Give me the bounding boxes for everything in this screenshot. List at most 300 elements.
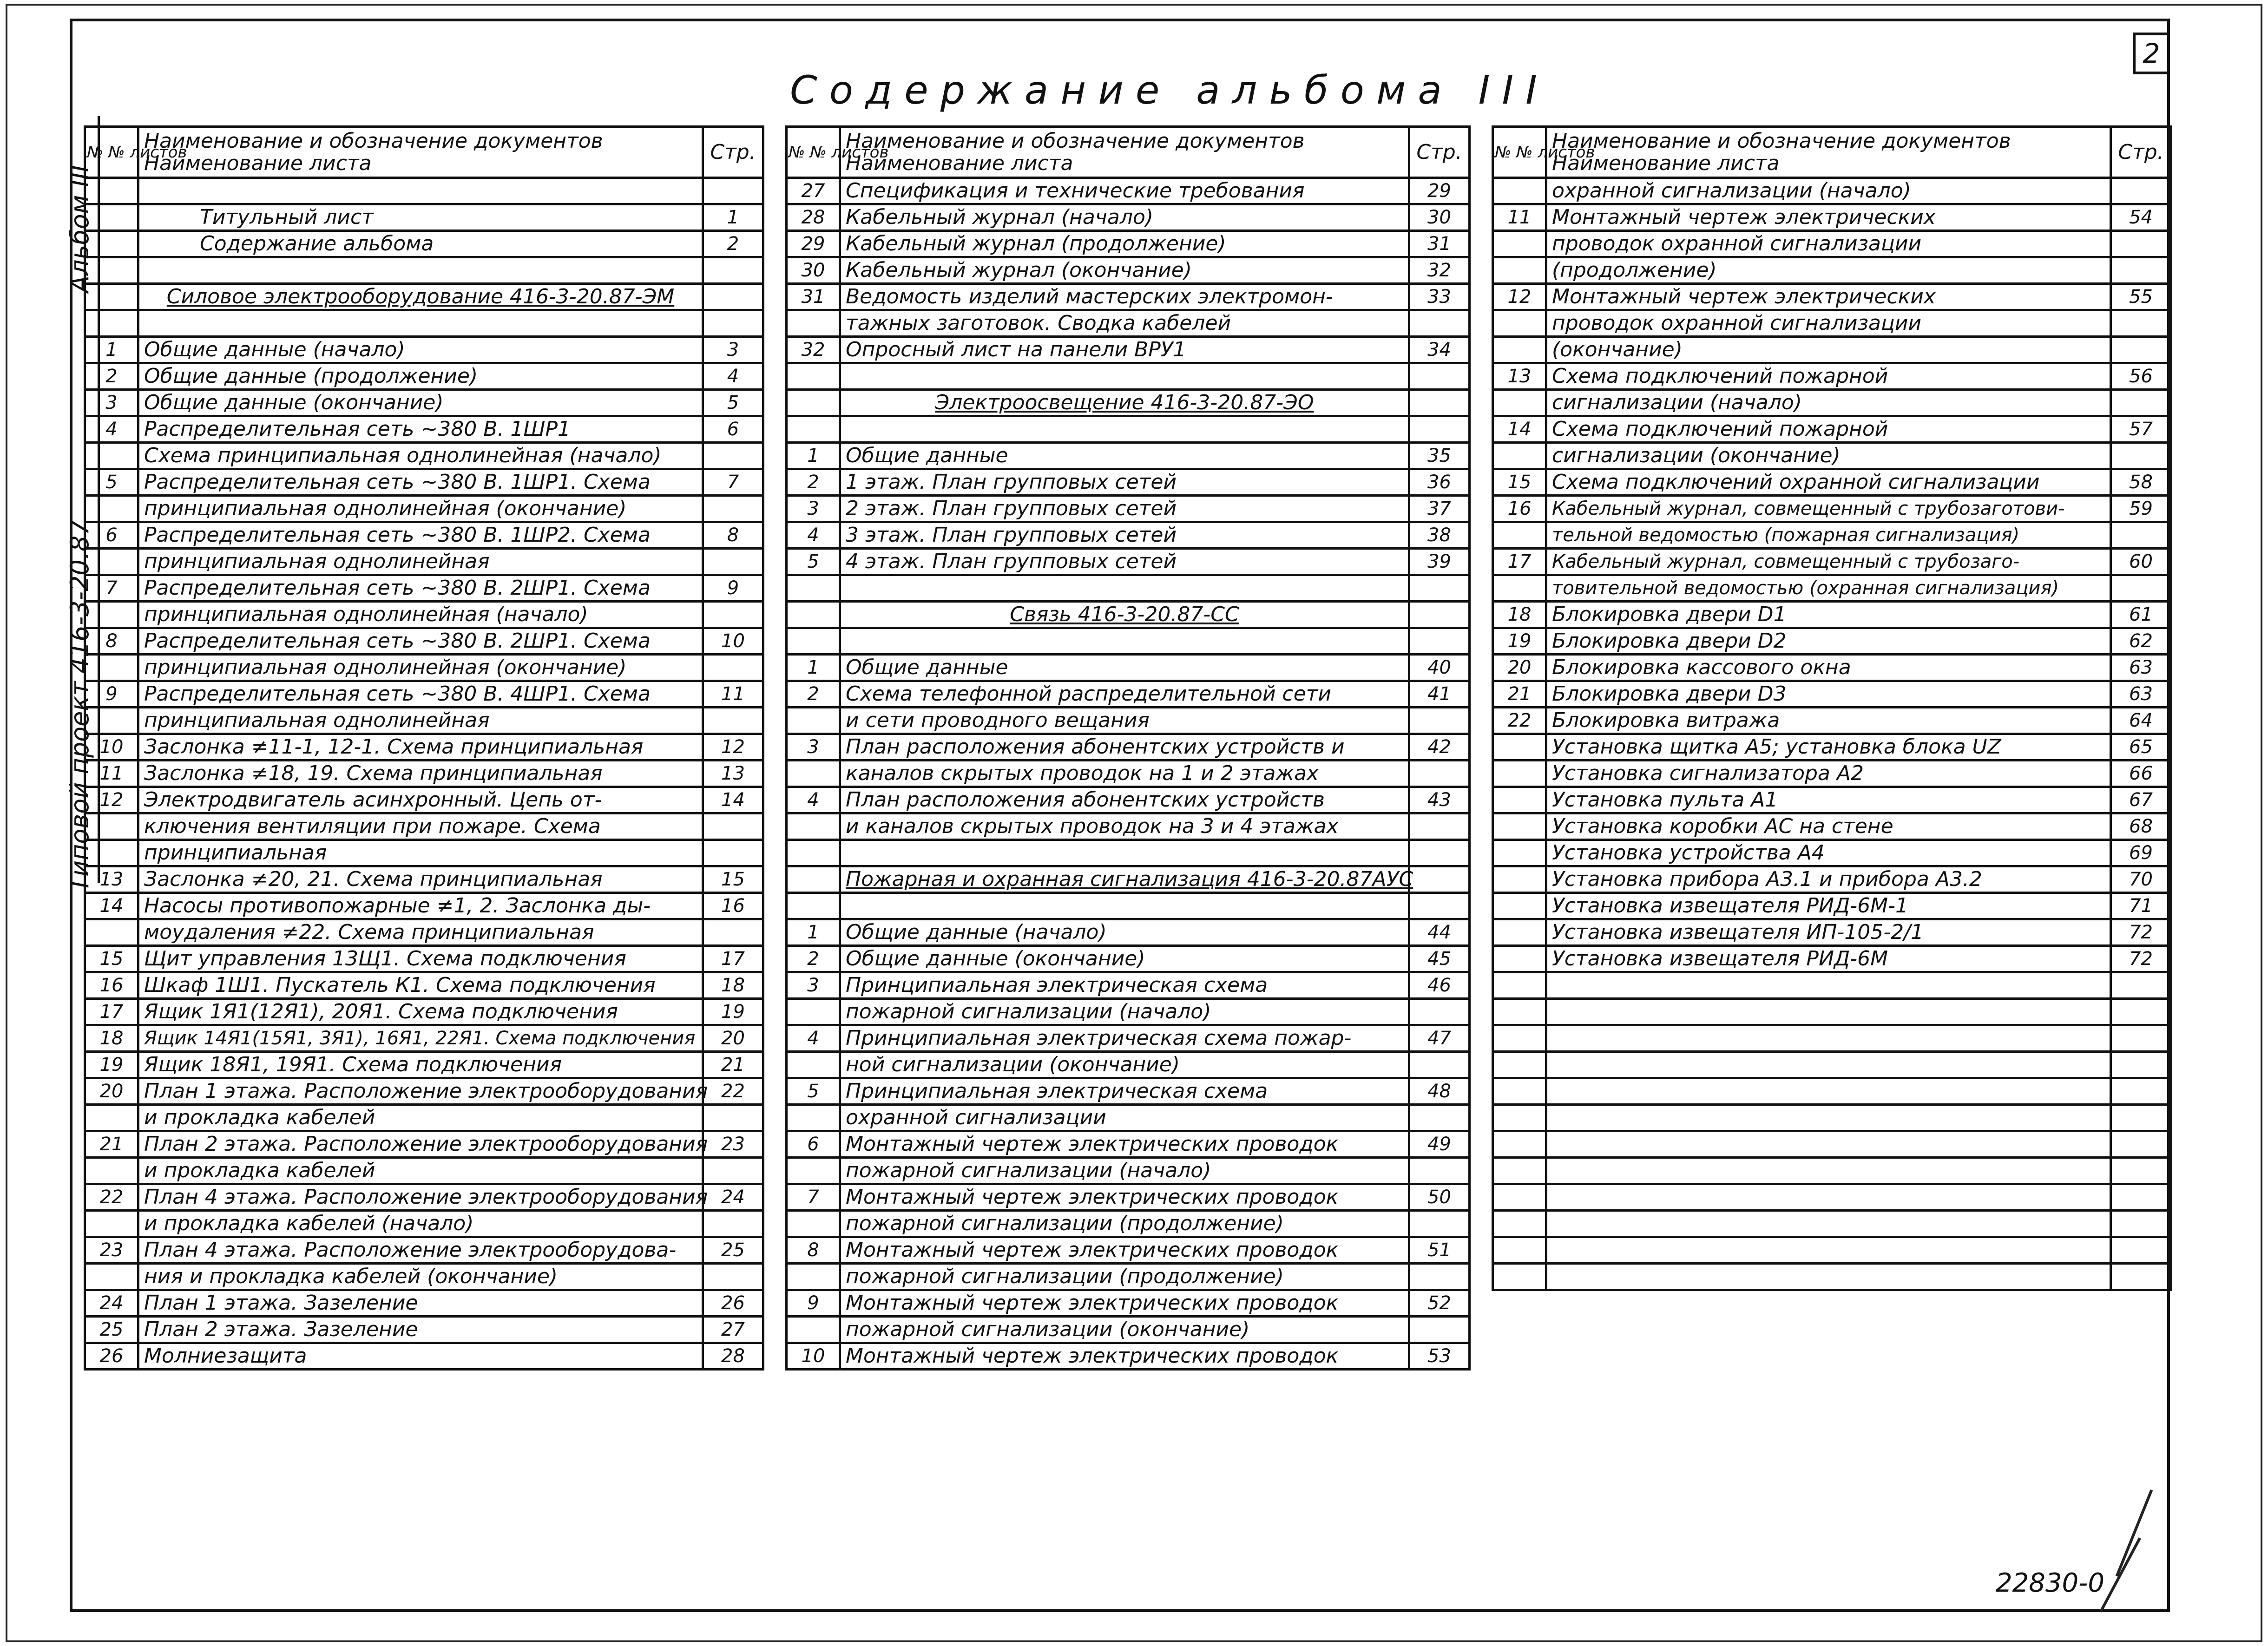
row-number <box>1493 1264 1546 1290</box>
table-row <box>1493 337 2171 363</box>
table-row <box>1493 787 2171 813</box>
row-title: Распределительная сеть ~380 В. 1ШР2. Схема <box>138 522 703 549</box>
row-number <box>85 310 138 337</box>
row-number <box>1493 761 1546 787</box>
row-page <box>1409 1158 1470 1184</box>
row-number: 17 <box>85 999 138 1025</box>
row-number: 13 <box>1493 363 1546 390</box>
row-title: Общие данные <box>840 655 1409 681</box>
row-number <box>85 496 138 522</box>
table-row <box>1493 363 2171 390</box>
header-page: Стр. <box>1409 127 1470 178</box>
row-page <box>703 708 763 734</box>
row-number <box>85 1264 138 1290</box>
row-title: Кабельный журнал (продолжение) <box>840 231 1409 257</box>
row-title: Установка устройства А4 <box>1546 840 2111 866</box>
inventory-stamp: 22830-0 <box>1996 1568 2104 1598</box>
table-body <box>787 178 1470 1370</box>
row-page <box>2111 178 2171 204</box>
row-number <box>1493 337 1546 363</box>
row-page <box>703 178 763 204</box>
row-number <box>1493 575 1546 602</box>
row-number <box>85 549 138 575</box>
row-number: 3 <box>85 390 138 416</box>
row-page: 14 <box>703 787 763 813</box>
row-page <box>1409 999 1470 1025</box>
row-title: Монтажный чертеж электрических проводок <box>840 1184 1409 1211</box>
table-row <box>1493 390 2171 416</box>
row-title: проводок охранной сигнализации <box>1546 310 2111 337</box>
row-page <box>2111 1025 2171 1052</box>
row-page: 68 <box>2111 813 2171 840</box>
table-row <box>1493 708 2171 734</box>
row-title: и каналов скрытых проводок на 3 и 4 этажах <box>840 813 1409 840</box>
table-row <box>787 1158 1470 1184</box>
table-row <box>1493 893 2171 919</box>
row-page <box>1409 628 1470 655</box>
table-row <box>85 761 763 787</box>
row-number: 24 <box>85 1290 138 1317</box>
row-title <box>840 840 1409 866</box>
row-page: 28 <box>703 1343 763 1370</box>
table-row <box>1493 522 2171 549</box>
row-number: 20 <box>85 1078 138 1105</box>
row-page <box>2111 1237 2171 1264</box>
row-page <box>2111 310 2171 337</box>
table-row <box>85 337 763 363</box>
header-name <box>840 127 1409 178</box>
table-row <box>787 204 1470 231</box>
row-number: 5 <box>787 1078 840 1105</box>
row-title: Монтажный чертеж электрических проводок <box>840 1290 1409 1317</box>
row-title: Шкаф 1Ш1. Пускатель К1. Схема подключения <box>138 972 703 999</box>
row-number <box>85 231 138 257</box>
row-number: 4 <box>787 522 840 549</box>
row-title <box>840 628 1409 655</box>
row-title: товительной ведомостью (охранная сигнализация) <box>1546 575 2111 602</box>
table-row <box>85 231 763 257</box>
row-page: 69 <box>2111 840 2171 866</box>
table-row <box>1493 866 2171 893</box>
row-page <box>703 496 763 522</box>
table-row <box>1493 1211 2171 1237</box>
row-title: и прокладка кабелей <box>138 1158 703 1184</box>
row-number <box>1493 840 1546 866</box>
row-title: (продолжение) <box>1546 257 2111 284</box>
table-row <box>1493 1264 2171 1290</box>
row-number <box>787 416 840 443</box>
row-number: 2 <box>787 469 840 496</box>
row-page: 54 <box>2111 204 2171 231</box>
table-row <box>787 310 1470 337</box>
row-number: 3 <box>787 734 840 761</box>
table-row <box>787 1237 1470 1264</box>
table-row <box>1493 681 2171 708</box>
row-title: 2 этаж. План групповых сетей <box>840 496 1409 522</box>
table-row <box>85 1078 763 1105</box>
row-title: Общие данные (начало) <box>840 919 1409 946</box>
row-page: 61 <box>2111 602 2171 628</box>
row-title: Общие данные (продолжение) <box>138 363 703 390</box>
row-page: 16 <box>703 893 763 919</box>
table-row <box>85 575 763 602</box>
table-row <box>85 1025 763 1052</box>
table-row <box>787 575 1470 602</box>
row-page: 70 <box>2111 866 2171 893</box>
table-row <box>1493 469 2171 496</box>
row-title: Монтажный чертеж электрических проводок <box>840 1343 1409 1370</box>
row-page: 48 <box>1409 1078 1470 1105</box>
row-title: План расположения абонентских устройств и <box>840 734 1409 761</box>
row-number <box>787 1052 840 1078</box>
table-row <box>85 522 763 549</box>
header-name <box>138 127 703 178</box>
row-page: 46 <box>1409 972 1470 999</box>
row-number <box>1493 178 1546 204</box>
row-page <box>2111 390 2171 416</box>
table-row <box>85 1131 763 1158</box>
table-row <box>1493 496 2171 522</box>
row-page: 32 <box>1409 257 1470 284</box>
row-page <box>1409 602 1470 628</box>
table-row <box>1493 443 2171 469</box>
row-title <box>1546 1184 2111 1211</box>
row-title: Общие данные (окончание) <box>840 946 1409 972</box>
row-page <box>2111 443 2171 469</box>
row-title: и прокладка кабелей <box>138 1105 703 1131</box>
row-page <box>703 1158 763 1184</box>
row-title: Схема подключений пожарной <box>1546 416 2111 443</box>
row-title: Установка извещателя РИД-6М <box>1546 946 2111 972</box>
row-page: 52 <box>1409 1290 1470 1317</box>
row-title: Монтажный чертеж электрических проводок <box>840 1131 1409 1158</box>
row-page <box>2111 337 2171 363</box>
row-title: Распределительная сеть ~380 В. 1ШР1 <box>138 416 703 443</box>
row-number <box>1493 443 1546 469</box>
row-title <box>1546 1237 2111 1264</box>
header-page: Стр. <box>703 127 763 178</box>
row-page: 72 <box>2111 919 2171 946</box>
table-row <box>787 946 1470 972</box>
row-number: 19 <box>1493 628 1546 655</box>
page-title: Содержание альбома III <box>790 67 1549 113</box>
table-row <box>85 628 763 655</box>
row-page <box>2111 1052 2171 1078</box>
row-page: 7 <box>703 469 763 496</box>
table-row <box>787 469 1470 496</box>
table-row <box>787 1343 1470 1370</box>
row-title: Распределительная сеть ~380 В. 2ШР1. Схема <box>138 575 703 602</box>
row-page <box>1409 390 1470 416</box>
row-page: 55 <box>2111 284 2171 310</box>
header-name <box>1546 127 2111 178</box>
row-number <box>85 655 138 681</box>
row-number <box>787 363 840 390</box>
row-number: 22 <box>1493 708 1546 734</box>
row-page: 13 <box>703 761 763 787</box>
row-page <box>1409 575 1470 602</box>
table-row <box>1493 946 2171 972</box>
table-row <box>1493 257 2171 284</box>
row-page <box>703 310 763 337</box>
row-title: Общие данные (окончание) <box>138 390 703 416</box>
row-number: 12 <box>1493 284 1546 310</box>
row-title: План 2 этажа. Расположение электрооборудования <box>138 1131 703 1158</box>
row-number <box>787 575 840 602</box>
table-row <box>1493 1025 2171 1052</box>
header-name-line2: Наименование листа <box>846 151 1073 175</box>
row-number <box>1493 1131 1546 1158</box>
row-number: 3 <box>787 496 840 522</box>
row-number: 4 <box>787 1025 840 1052</box>
row-number: 15 <box>85 946 138 972</box>
row-page <box>2111 1211 2171 1237</box>
side-label-album: Альбом III <box>65 164 94 293</box>
row-title: Опросный лист на панели ВРУ1 <box>840 337 1409 363</box>
contents-table-1 <box>84 125 764 1371</box>
row-page <box>2111 972 2171 999</box>
row-number <box>1493 310 1546 337</box>
row-page <box>703 257 763 284</box>
table-row <box>787 761 1470 787</box>
header-page: Стр. <box>2111 127 2171 178</box>
table-row <box>85 946 763 972</box>
row-number <box>787 602 840 628</box>
row-number <box>787 1264 840 1290</box>
row-title: Пожарная и охранная сигнализация 416-3-20.87АУС <box>840 866 1409 893</box>
row-number <box>85 443 138 469</box>
row-number <box>787 390 840 416</box>
row-title: Установка сигнализатора А2 <box>1546 761 2111 787</box>
row-title: Схема подключений охранной сигнализации <box>1546 469 2111 496</box>
row-page <box>2111 1184 2171 1211</box>
header-name-line2: Наименование листа <box>1552 151 1780 175</box>
row-number: 5 <box>85 469 138 496</box>
row-title: пожарной сигнализации (продолжение) <box>840 1211 1409 1237</box>
row-number <box>85 1211 138 1237</box>
row-title <box>138 310 703 337</box>
row-number <box>787 1105 840 1131</box>
table-row <box>1493 310 2171 337</box>
row-title <box>1546 999 2111 1025</box>
row-number <box>787 1158 840 1184</box>
row-page: 26 <box>703 1290 763 1317</box>
table-row <box>1493 1184 2171 1211</box>
row-page <box>1409 893 1470 919</box>
table-row <box>1493 813 2171 840</box>
table-row <box>85 1343 763 1370</box>
row-page: 51 <box>1409 1237 1470 1264</box>
table-row <box>787 390 1470 416</box>
row-title: Кабельный журнал, совмещенный с трубозаго- <box>1546 549 2111 575</box>
table-row <box>85 443 763 469</box>
table-header <box>1493 127 2171 178</box>
row-title: принципиальная однолинейная <box>138 549 703 575</box>
row-title: охранной сигнализации <box>840 1105 1409 1131</box>
row-page: 66 <box>2111 761 2171 787</box>
table-row <box>85 681 763 708</box>
row-page: 64 <box>2111 708 2171 734</box>
row-page <box>2111 257 2171 284</box>
row-title: ния и прокладка кабелей (окончание) <box>138 1264 703 1290</box>
row-number <box>1493 1184 1546 1211</box>
row-number <box>787 999 840 1025</box>
row-title: Титульный лист <box>138 204 703 231</box>
row-page: 65 <box>2111 734 2171 761</box>
table-row <box>85 1237 763 1264</box>
row-page <box>1409 416 1470 443</box>
table-row <box>85 866 763 893</box>
row-page <box>2111 575 2171 602</box>
header-name-line1: Наименование и обозначение документов <box>846 129 1305 153</box>
row-title: Принципиальная электрическая схема <box>840 972 1409 999</box>
row-number <box>1493 1078 1546 1105</box>
row-number <box>1493 257 1546 284</box>
row-number: 11 <box>1493 204 1546 231</box>
table-row <box>85 919 763 946</box>
row-page: 38 <box>1409 522 1470 549</box>
row-page: 58 <box>2111 469 2171 496</box>
row-number <box>85 1105 138 1131</box>
table-row <box>787 1290 1470 1317</box>
row-number <box>1493 813 1546 840</box>
table-row <box>787 813 1470 840</box>
table-row <box>787 655 1470 681</box>
row-number: 15 <box>1493 469 1546 496</box>
row-title: Кабельный журнал, совмещенный с трубозаготови- <box>1546 496 2111 522</box>
table-row <box>85 1317 763 1343</box>
row-number <box>85 178 138 204</box>
table-row <box>1493 840 2171 866</box>
row-title: Установка извещателя РИД-6М-1 <box>1546 893 2111 919</box>
row-title: ключения вентиляции при пожаре. Схема <box>138 813 703 840</box>
table-row <box>85 1211 763 1237</box>
row-title <box>1546 1264 2111 1290</box>
header-name-line2: Наименование листа <box>144 151 372 175</box>
row-page <box>703 602 763 628</box>
table-row <box>85 655 763 681</box>
row-number: 2 <box>787 681 840 708</box>
row-title: Установка пульта А1 <box>1546 787 2111 813</box>
row-page <box>2111 1078 2171 1105</box>
row-title: тельной ведомостью (пожарная сигнализация) <box>1546 522 2111 549</box>
table-row <box>1493 1105 2171 1131</box>
row-title: Заслонка ≠11-1, 12-1. Схема принципиальная <box>138 734 703 761</box>
row-page: 45 <box>1409 946 1470 972</box>
row-page: 2 <box>703 231 763 257</box>
row-number <box>85 840 138 866</box>
table-row <box>787 708 1470 734</box>
row-page: 40 <box>1409 655 1470 681</box>
table-row <box>787 443 1470 469</box>
table-row <box>787 1317 1470 1343</box>
row-page: 59 <box>2111 496 2171 522</box>
row-title <box>1546 972 2111 999</box>
row-number: 1 <box>787 655 840 681</box>
header-name-line1: Наименование и обозначение документов <box>144 129 603 153</box>
row-page <box>1409 310 1470 337</box>
row-number: 3 <box>787 972 840 999</box>
row-number: 4 <box>787 787 840 813</box>
row-page <box>2111 1105 2171 1131</box>
row-page: 63 <box>2111 655 2171 681</box>
row-number: 21 <box>85 1131 138 1158</box>
row-page <box>703 919 763 946</box>
row-number: 18 <box>85 1025 138 1052</box>
table-row <box>1493 284 2171 310</box>
table-row <box>787 1025 1470 1052</box>
row-title: Схема подключений пожарной <box>1546 363 2111 390</box>
row-number <box>1493 1052 1546 1078</box>
row-title <box>1546 1052 2111 1078</box>
row-title: Блокировка двери D3 <box>1546 681 2111 708</box>
row-title: План 4 этажа. Расположение электрооборудова- <box>138 1237 703 1264</box>
row-title: Молниезащита <box>138 1343 703 1370</box>
table-row <box>85 363 763 390</box>
row-number: 1 <box>787 443 840 469</box>
table-row <box>787 972 1470 999</box>
row-title: принципиальная однолинейная (окончание) <box>138 655 703 681</box>
sheet-number: 2 <box>2133 33 2170 74</box>
row-number: 27 <box>787 178 840 204</box>
row-page: 22 <box>703 1078 763 1105</box>
row-number: 6 <box>787 1131 840 1158</box>
table-body <box>85 178 763 1370</box>
row-title: Силовое электрооборудование 416-3-20.87-ЭМ <box>138 284 703 310</box>
row-title: Блокировка кассового окна <box>1546 655 2111 681</box>
row-title: План 1 этажа. Расположение электрооборудования <box>138 1078 703 1105</box>
table-row <box>85 1105 763 1131</box>
row-title: Насосы противопожарные ≠1, 2. Заслонка ды- <box>138 893 703 919</box>
table-row <box>1493 416 2171 443</box>
row-title <box>1546 1078 2111 1105</box>
row-page: 8 <box>703 522 763 549</box>
table-row <box>85 734 763 761</box>
row-number: 6 <box>85 522 138 549</box>
row-number: 14 <box>85 893 138 919</box>
row-page: 11 <box>703 681 763 708</box>
row-number: 16 <box>85 972 138 999</box>
row-title: ной сигнализации (окончание) <box>840 1052 1409 1078</box>
row-title: Спецификация и технические требования <box>840 178 1409 204</box>
header-num: № № листов <box>85 127 138 178</box>
row-title: пожарной сигнализации (начало) <box>840 1158 1409 1184</box>
row-number <box>1493 231 1546 257</box>
row-title: Общие данные (начало) <box>138 337 703 363</box>
row-number: 21 <box>1493 681 1546 708</box>
row-number: 26 <box>85 1343 138 1370</box>
row-title: Распределительная сеть ~380 В. 2ШР1. Схема <box>138 628 703 655</box>
row-title: Схема телефонной распределительной сети <box>840 681 1409 708</box>
row-title: План 1 этажа. Зазеление <box>138 1290 703 1317</box>
row-title: Ведомость изделий мастерских электромон- <box>840 284 1409 310</box>
row-page: 72 <box>2111 946 2171 972</box>
row-number <box>787 866 840 893</box>
row-number: 8 <box>85 628 138 655</box>
row-number <box>1493 1025 1546 1052</box>
row-number <box>787 708 840 734</box>
row-number: 29 <box>787 231 840 257</box>
row-page <box>1409 1105 1470 1131</box>
row-title: Ящик 1Я1(12Я1), 20Я1. Схема подключения <box>138 999 703 1025</box>
row-number <box>1493 1105 1546 1131</box>
row-page: 3 <box>703 337 763 363</box>
row-number: 2 <box>787 946 840 972</box>
row-number: 10 <box>787 1343 840 1370</box>
row-number <box>1493 999 1546 1025</box>
table-row <box>85 972 763 999</box>
row-page: 62 <box>2111 628 2171 655</box>
